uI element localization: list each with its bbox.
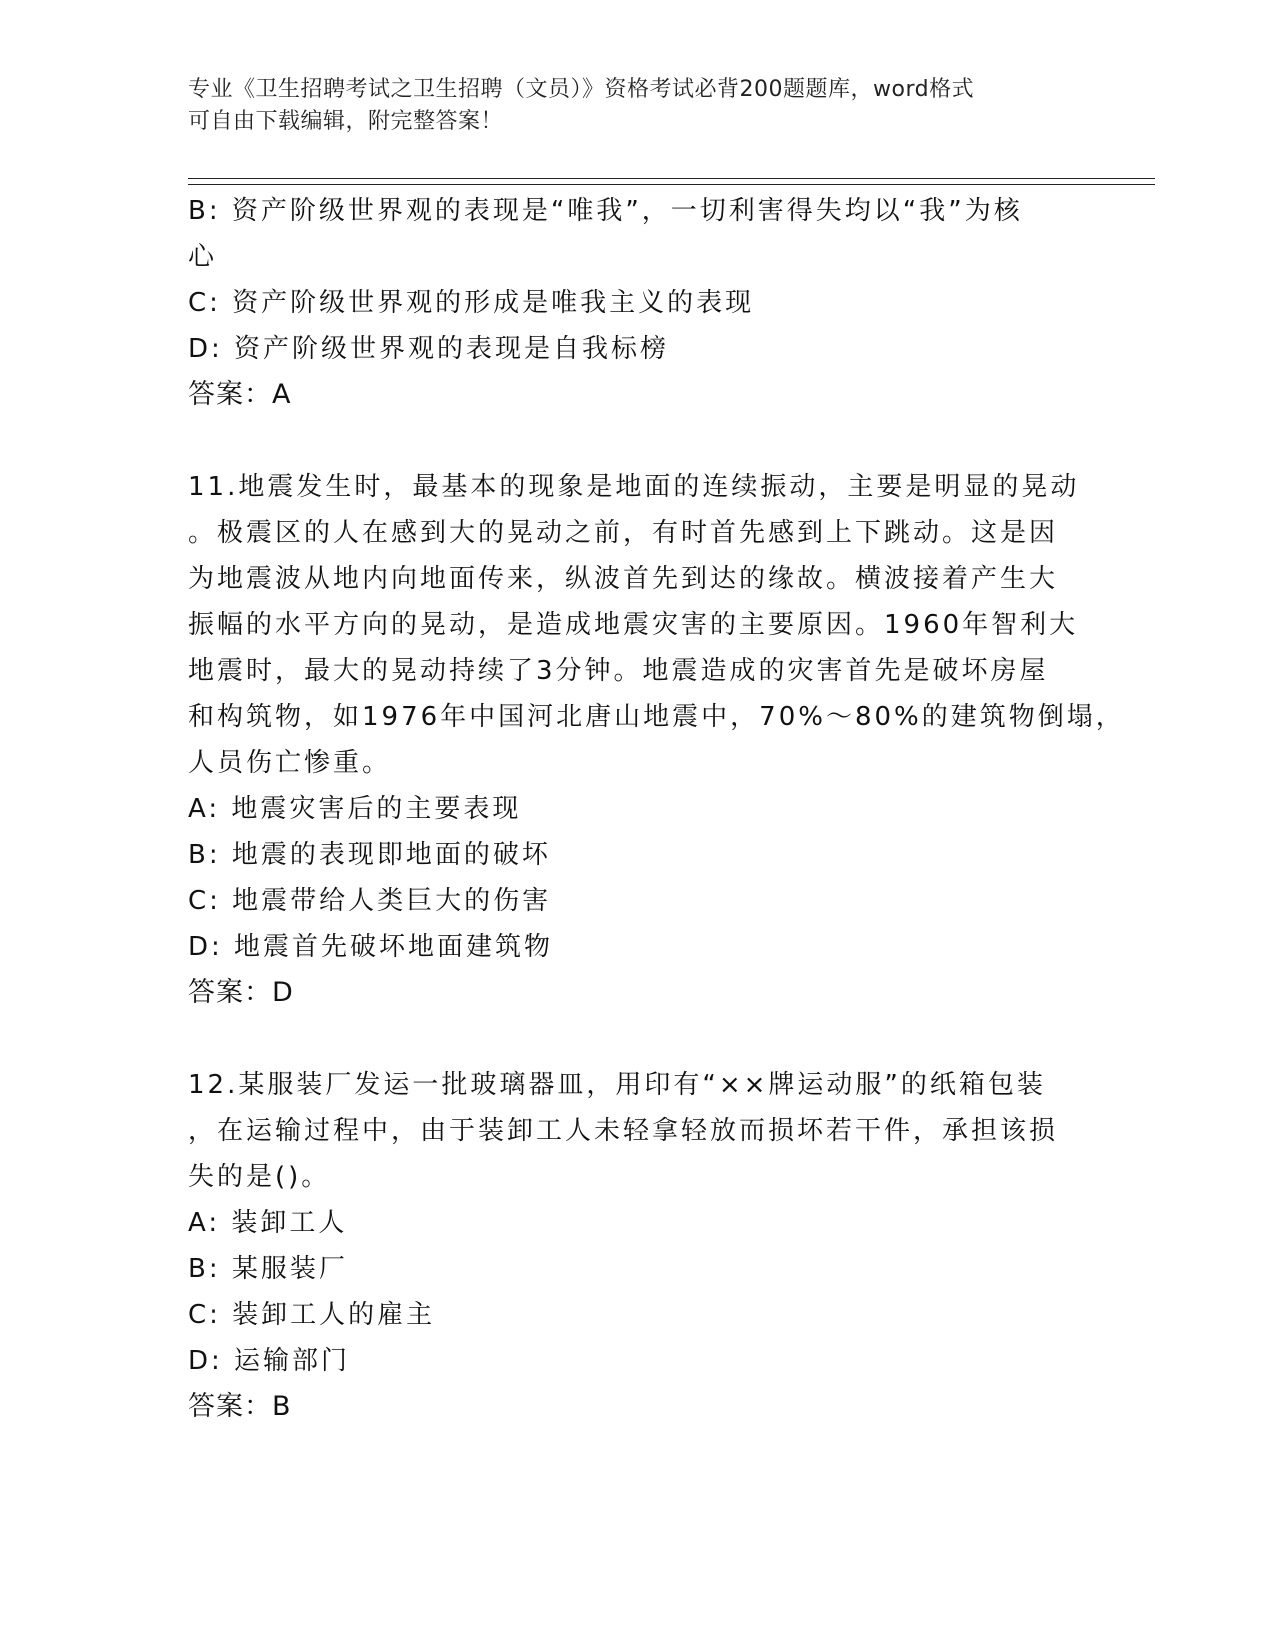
option-b-continued: 心 (188, 242, 218, 272)
header-title-line-1: 专业《卫生招聘考试之卫生招聘（文员）》资格考试必背200题题库，word格式 (188, 77, 975, 102)
page-header (188, 74, 1088, 138)
option-a: A: 地震灾害后的主要表现 (188, 794, 522, 824)
question-line: 振幅的水平方向的晃动，是造成地震灾害的主要原因。1960年智利大 (188, 610, 1079, 640)
question-line: 。极震区的人在感到大的晃动之前，有时首先感到上下跳动。这是因 (188, 518, 1059, 548)
header-divider (188, 178, 1155, 185)
question-11 (188, 464, 1125, 1016)
previous-question-continuation (188, 188, 1088, 418)
option-d: D: 运输部门 (188, 1346, 351, 1376)
question-line: 和构筑物，如1976年中国河北唐山地震中，70%～80%的建筑物倒塌， (188, 702, 1125, 732)
question-line: 人员伤亡惨重。 (188, 748, 392, 778)
question-text (188, 464, 1125, 786)
question-line: 11.地震发生时，最基本的现象是地面的连续振动，主要是明显的晃动 (188, 472, 1080, 502)
header-title-line-2: 可自由下载编辑，附完整答案！ (188, 109, 504, 134)
question-line: 失的是()。 (188, 1162, 331, 1192)
answer-label: 答案：A (188, 379, 292, 410)
option-a: A: 装卸工人 (188, 1208, 348, 1238)
answer-label: 答案：B (188, 1391, 292, 1422)
option-d: D: 地震首先破坏地面建筑物 (188, 932, 554, 962)
option-d: D: 资产阶级世界观的表现是自我标榜 (188, 334, 670, 364)
option-c: C: 资产阶级世界观的形成是唯我主义的表现 (188, 288, 755, 318)
option-b: B: 某服装厂 (188, 1254, 348, 1284)
question-line: 12.某服装厂发运一批玻璃器皿，用印有“××牌运动服”的纸箱包装 (188, 1070, 1046, 1100)
option-b: B: 资产阶级世界观的表现是“唯我”，一切利害得失均以“我”为核 (188, 196, 1023, 226)
question-line: 为地震波从地内向地面传来，纵波首先到达的缘故。横波接着产生大 (188, 564, 1059, 594)
option-c: C: 装卸工人的雇主 (188, 1300, 436, 1330)
option-c: C: 地震带给人类巨大的伤害 (188, 886, 552, 916)
answer-label: 答案：D (188, 977, 294, 1008)
spacer (188, 1016, 1088, 1062)
question-line: 地震时，最大的晃动持续了3分钟。地震造成的灾害首先是破坏房屋 (188, 656, 1049, 686)
question-line: ，在运输过程中，由于装卸工人未轻拿轻放而损坏若干件，承担该损 (188, 1116, 1059, 1146)
option-b: B: 地震的表现即地面的破坏 (188, 840, 551, 870)
document-body (188, 188, 1125, 1430)
spacer (188, 418, 1088, 464)
question-text (188, 1062, 1088, 1200)
question-12 (188, 1062, 1088, 1430)
